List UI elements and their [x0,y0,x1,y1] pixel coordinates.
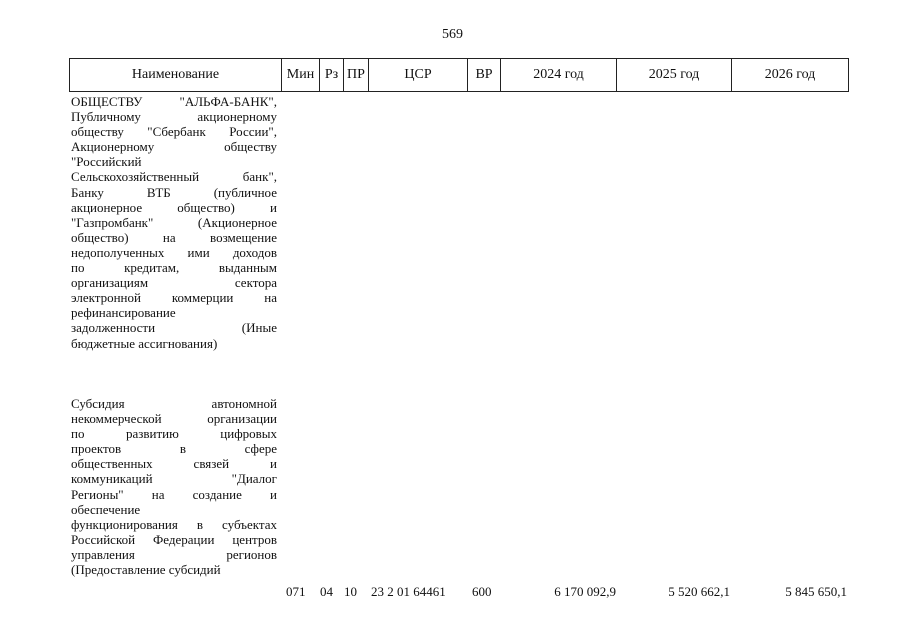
name-line: проектов в сфере [71,441,277,457]
row-2-rz: 04 [320,584,333,599]
name-line: Банку ВТБ (публичное [71,184,277,200]
name-line: Субсидия автономной [71,396,277,411]
name-line: "Российский [71,154,142,170]
name-line: задолженности (Иные [71,320,277,336]
row-2-csr: 23 2 01 64461 [371,584,446,599]
name-line: недополученных ими доходов [71,244,277,260]
name-line: по кредитам, выданным [71,260,277,276]
header-rz: Рз [320,59,344,91]
name-line: организациям сектора [71,275,277,291]
name-line: (Предоставление субсидий [71,562,221,578]
header-pr: ПР [344,59,369,91]
name-line: ОБЩЕСТВУ "АЛЬФА-БАНК", [71,94,277,109]
header-csr: ЦСР [369,59,468,91]
header-2025: 2025 год [617,59,732,91]
name-line: Сельскохозяйственный банк", [71,169,277,185]
header-2026: 2026 год [764,67,816,82]
name-line: общество) на возмещение [71,229,277,245]
name-line: обществу "Сбербанк России", [71,124,277,140]
name-line: акционерное общество) и [71,199,277,215]
name-line: некоммерческой организации [71,411,277,427]
name-line: бюджетные ассигнования) [71,335,218,351]
header-name: Наименование [70,59,282,91]
header-min: Мин [282,59,320,91]
name-line: Публичному акционерному [71,109,277,125]
name-line: рефинансирование [71,305,176,321]
name-line: управления регионов [71,546,277,562]
name-line: "Газпромбанк" (Акционерное [71,214,277,230]
row-2-2026: 5 845 650,1 [785,584,847,599]
row-2-2024: 6 170 092,9 [554,584,616,599]
row-2-values [0,584,905,600]
row-2-vr: 600 [472,584,492,599]
name-line: Регионы" на создание и [71,486,277,502]
name-line: функционирования в субъектах [71,516,277,532]
header-vr: ВР [468,59,501,91]
page-number: 569 [442,27,463,42]
name-line: общественных связей и [71,456,277,472]
table-header [69,58,849,92]
row-2-2025: 5 520 662,1 [668,584,730,599]
name-line: Акционерному обществу [71,139,277,155]
row-1-name [71,94,277,351]
name-line: обеспечение [71,501,141,517]
row-2-pr: 10 [344,584,357,599]
name-line: коммуникаций "Диалог [71,471,277,487]
header-2024: 2024 год [501,59,617,91]
row-2-min: 071 [286,584,306,599]
row-2-name [71,396,277,577]
name-line: по развитию цифровых [71,426,277,442]
name-line: Российской Федерации центров [71,531,277,547]
name-line: электронной коммерции на [71,290,277,306]
